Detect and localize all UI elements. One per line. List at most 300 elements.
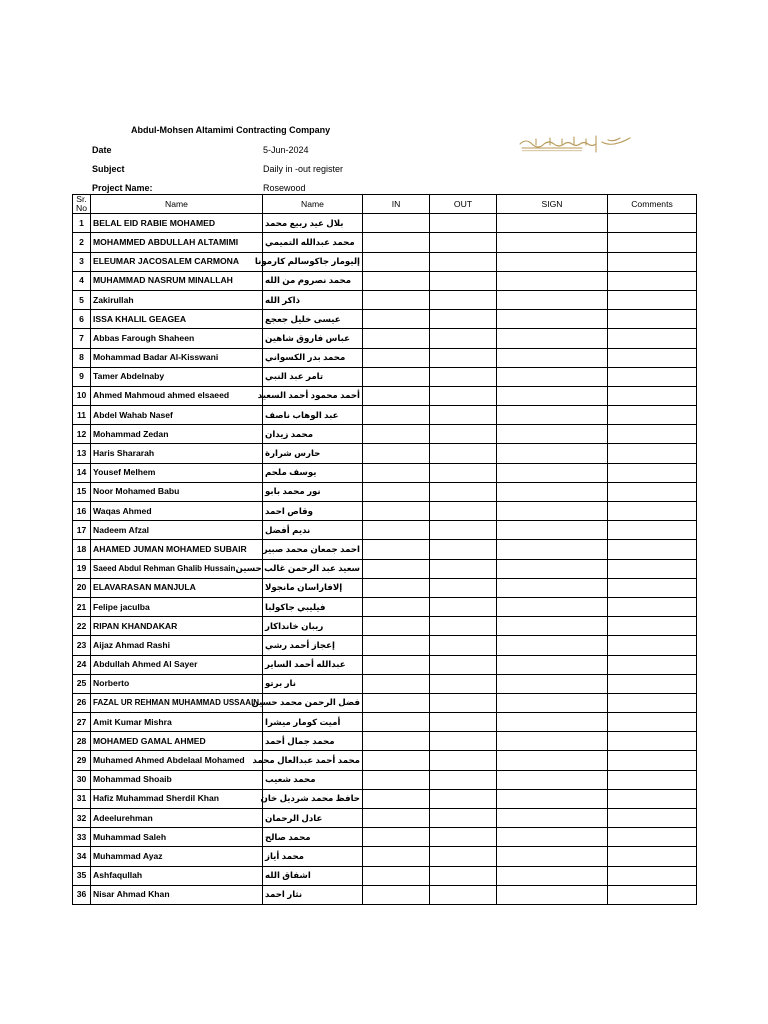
col-header-srno: Sr.No bbox=[73, 195, 91, 214]
row-in-cell[interactable] bbox=[363, 828, 430, 847]
row-sign-cell[interactable] bbox=[497, 655, 608, 674]
row-in-cell[interactable] bbox=[363, 425, 430, 444]
row-comments-cell[interactable] bbox=[608, 540, 697, 559]
row-name-en: ELEUMAR JACOSALEM CARMONA bbox=[91, 252, 263, 271]
row-name-en: Ashfaqullah bbox=[91, 866, 263, 885]
row-comments-cell[interactable] bbox=[608, 214, 697, 233]
row-comments-cell[interactable] bbox=[608, 463, 697, 482]
row-srno: 32 bbox=[73, 809, 91, 828]
row-out-cell[interactable] bbox=[430, 847, 497, 866]
row-name-en: Amit Kumar Mishra bbox=[91, 713, 263, 732]
row-name-ar: نديم أفضل bbox=[263, 521, 363, 540]
col-header-comments: Comments bbox=[608, 195, 697, 214]
table-row bbox=[73, 751, 697, 770]
row-srno: 36 bbox=[73, 885, 91, 904]
table-row bbox=[73, 789, 697, 808]
row-name-en: Noor Mohamed Babu bbox=[91, 482, 263, 501]
row-name-ar: أحمد محمود أحمد السعيد bbox=[263, 386, 363, 405]
row-sign-cell[interactable] bbox=[497, 290, 608, 309]
row-out-cell[interactable] bbox=[430, 732, 497, 751]
register-body bbox=[73, 214, 697, 905]
row-comments-cell[interactable] bbox=[608, 559, 697, 578]
row-name-en: BELAL EID RABIE MOHAMED bbox=[91, 214, 263, 233]
table-row bbox=[73, 770, 697, 789]
row-sign-cell[interactable] bbox=[497, 770, 608, 789]
row-sign-cell[interactable] bbox=[497, 425, 608, 444]
row-out-cell[interactable] bbox=[430, 214, 497, 233]
row-srno: 6 bbox=[73, 310, 91, 329]
row-name-en: AHAMED JUMAN MOHAMED SUBAIR bbox=[91, 540, 263, 559]
row-sign-cell[interactable] bbox=[497, 386, 608, 405]
table-row bbox=[73, 444, 697, 463]
row-in-cell[interactable] bbox=[363, 789, 430, 808]
project-value: Rosewood bbox=[263, 183, 306, 193]
row-out-cell[interactable] bbox=[430, 885, 497, 904]
row-comments-cell[interactable] bbox=[608, 847, 697, 866]
subject-value: Daily in -out register bbox=[263, 164, 344, 174]
row-out-cell[interactable] bbox=[430, 789, 497, 808]
row-comments-cell[interactable] bbox=[608, 617, 697, 636]
table-row bbox=[73, 655, 697, 674]
row-name-en: Nisar Ahmad Khan bbox=[91, 885, 263, 904]
row-srno: 26 bbox=[73, 693, 91, 712]
row-sign-cell[interactable] bbox=[497, 233, 608, 252]
row-srno: 2 bbox=[73, 233, 91, 252]
row-name-ar: يوسف ملحم bbox=[263, 463, 363, 482]
row-srno: 28 bbox=[73, 732, 91, 751]
row-name-en: Zakirullah bbox=[91, 290, 263, 309]
row-name-ar: حارس شرارة bbox=[263, 444, 363, 463]
table-row bbox=[73, 597, 697, 616]
row-srno: 35 bbox=[73, 866, 91, 885]
row-name-ar: حافظ محمد شرديل خان bbox=[263, 789, 363, 808]
row-comments-cell[interactable] bbox=[608, 693, 697, 712]
row-out-cell[interactable] bbox=[430, 751, 497, 770]
row-comments-cell[interactable] bbox=[608, 367, 697, 386]
table-row bbox=[73, 559, 697, 578]
row-srno: 24 bbox=[73, 655, 91, 674]
row-sign-cell[interactable] bbox=[497, 578, 608, 597]
row-out-cell[interactable] bbox=[430, 770, 497, 789]
row-in-cell[interactable] bbox=[363, 713, 430, 732]
row-srno: 22 bbox=[73, 617, 91, 636]
row-out-cell[interactable] bbox=[430, 540, 497, 559]
table-row bbox=[73, 482, 697, 501]
table-row bbox=[73, 463, 697, 482]
row-in-cell[interactable] bbox=[363, 578, 430, 597]
company-logo-icon bbox=[516, 132, 634, 156]
row-in-cell[interactable] bbox=[363, 655, 430, 674]
row-in-cell[interactable] bbox=[363, 885, 430, 904]
row-in-cell[interactable] bbox=[363, 559, 430, 578]
row-srno: 34 bbox=[73, 847, 91, 866]
row-srno: 9 bbox=[73, 367, 91, 386]
row-out-cell[interactable] bbox=[430, 329, 497, 348]
row-comments-cell[interactable] bbox=[608, 329, 697, 348]
row-out-cell[interactable] bbox=[430, 425, 497, 444]
row-comments-cell[interactable] bbox=[608, 502, 697, 521]
row-name-en: Norberto bbox=[91, 674, 263, 693]
row-name-en: FAZAL UR REHMAN MUHAMMAD USSAAIN bbox=[91, 693, 263, 712]
table-row bbox=[73, 732, 697, 751]
row-name-en: MOHAMED GAMAL AHMED bbox=[91, 732, 263, 751]
row-sign-cell[interactable] bbox=[497, 732, 608, 751]
row-comments-cell[interactable] bbox=[608, 252, 697, 271]
row-in-cell[interactable] bbox=[363, 636, 430, 655]
table-row bbox=[73, 310, 697, 329]
row-out-cell[interactable] bbox=[430, 482, 497, 501]
row-srno: 5 bbox=[73, 290, 91, 309]
row-sign-cell[interactable] bbox=[497, 674, 608, 693]
row-in-cell[interactable] bbox=[363, 406, 430, 425]
project-label: Project Name: bbox=[92, 183, 153, 193]
row-name-ar: نثار احمد bbox=[263, 885, 363, 904]
row-name-ar: سعيد عبد الرحمن غالب حسين bbox=[263, 559, 363, 578]
row-name-ar: محمد صالح bbox=[263, 828, 363, 847]
row-comments-cell[interactable] bbox=[608, 425, 697, 444]
row-name-ar: محمد نصروم من الله bbox=[263, 271, 363, 290]
row-out-cell[interactable] bbox=[430, 348, 497, 367]
row-name-en: ISSA KHALIL GEAGEA bbox=[91, 310, 263, 329]
row-comments-cell[interactable] bbox=[608, 713, 697, 732]
row-sign-cell[interactable] bbox=[497, 463, 608, 482]
row-in-cell[interactable] bbox=[363, 809, 430, 828]
row-in-cell[interactable] bbox=[363, 214, 430, 233]
row-in-cell[interactable] bbox=[363, 866, 430, 885]
row-comments-cell[interactable] bbox=[608, 521, 697, 540]
row-comments-cell[interactable] bbox=[608, 809, 697, 828]
row-name-en: Muhammad Saleh bbox=[91, 828, 263, 847]
row-comments-cell[interactable] bbox=[608, 866, 697, 885]
row-comments-cell[interactable] bbox=[608, 636, 697, 655]
subject-label: Subject bbox=[92, 164, 125, 174]
date-label: Date bbox=[92, 145, 112, 155]
row-name-ar: محمد أياز bbox=[263, 847, 363, 866]
row-comments-cell[interactable] bbox=[608, 770, 697, 789]
table-row bbox=[73, 617, 697, 636]
row-sign-cell[interactable] bbox=[497, 329, 608, 348]
row-name-en: Hafiz Muhammad Sherdil Khan bbox=[91, 789, 263, 808]
row-name-en: Abdullah Ahmed Al Sayer bbox=[91, 655, 263, 674]
row-sign-cell[interactable] bbox=[497, 789, 608, 808]
row-in-cell[interactable] bbox=[363, 617, 430, 636]
row-sign-cell[interactable] bbox=[497, 482, 608, 501]
row-sign-cell[interactable] bbox=[497, 713, 608, 732]
row-name-ar: إلافاراسان مانجولا bbox=[263, 578, 363, 597]
row-in-cell[interactable] bbox=[363, 732, 430, 751]
row-sign-cell[interactable] bbox=[497, 502, 608, 521]
table-row bbox=[73, 502, 697, 521]
row-name-ar: محمد زيدان bbox=[263, 425, 363, 444]
row-in-cell[interactable] bbox=[363, 770, 430, 789]
row-out-cell[interactable] bbox=[430, 636, 497, 655]
table-row bbox=[73, 271, 697, 290]
row-srno: 29 bbox=[73, 751, 91, 770]
row-name-ar: عبدالله أحمد الساير bbox=[263, 655, 363, 674]
col-header-name-ar: Name bbox=[263, 195, 363, 214]
row-comments-cell[interactable] bbox=[608, 578, 697, 597]
row-name-ar: محمد بدر الكسواني bbox=[263, 348, 363, 367]
row-name-ar: تامر عبد النبي bbox=[263, 367, 363, 386]
row-srno: 10 bbox=[73, 386, 91, 405]
row-in-cell[interactable] bbox=[363, 521, 430, 540]
row-name-ar: ريبان خانداكار bbox=[263, 617, 363, 636]
row-name-ar: عادل الرحمان bbox=[263, 809, 363, 828]
register-table bbox=[72, 194, 697, 905]
row-in-cell[interactable] bbox=[363, 252, 430, 271]
table-row bbox=[73, 521, 697, 540]
row-comments-cell[interactable] bbox=[608, 310, 697, 329]
row-name-en: Aijaz Ahmad Rashi bbox=[91, 636, 263, 655]
table-row bbox=[73, 809, 697, 828]
row-srno: 12 bbox=[73, 425, 91, 444]
row-sign-cell[interactable] bbox=[497, 636, 608, 655]
row-comments-cell[interactable] bbox=[608, 732, 697, 751]
row-name-ar: وقاص احمد bbox=[263, 502, 363, 521]
row-name-ar: إليومار جاكوسالم كارمونا bbox=[263, 252, 363, 271]
row-srno: 7 bbox=[73, 329, 91, 348]
row-name-en: Tamer Abdelnaby bbox=[91, 367, 263, 386]
row-srno: 21 bbox=[73, 597, 91, 616]
row-srno: 3 bbox=[73, 252, 91, 271]
row-name-en: Ahmed Mahmoud ahmed elsaeed bbox=[91, 386, 263, 405]
row-in-cell[interactable] bbox=[363, 847, 430, 866]
row-out-cell[interactable] bbox=[430, 655, 497, 674]
row-out-cell[interactable] bbox=[430, 233, 497, 252]
row-out-cell[interactable] bbox=[430, 386, 497, 405]
row-srno: 20 bbox=[73, 578, 91, 597]
row-srno: 19 bbox=[73, 559, 91, 578]
row-out-cell[interactable] bbox=[430, 713, 497, 732]
row-comments-cell[interactable] bbox=[608, 597, 697, 616]
row-comments-cell[interactable] bbox=[608, 444, 697, 463]
row-in-cell[interactable] bbox=[363, 693, 430, 712]
row-name-ar: اشفاق الله bbox=[263, 866, 363, 885]
row-comments-cell[interactable] bbox=[608, 482, 697, 501]
row-name-ar: عباس فاروق شاهين bbox=[263, 329, 363, 348]
table-row bbox=[73, 828, 697, 847]
row-srno: 4 bbox=[73, 271, 91, 290]
row-in-cell[interactable] bbox=[363, 540, 430, 559]
col-header-sign: SIGN bbox=[497, 195, 608, 214]
row-out-cell[interactable] bbox=[430, 617, 497, 636]
table-row bbox=[73, 540, 697, 559]
row-sign-cell[interactable] bbox=[497, 521, 608, 540]
row-name-en: MUHAMMAD NASRUM MINALLAH bbox=[91, 271, 263, 290]
table-row bbox=[73, 290, 697, 309]
row-sign-cell[interactable] bbox=[497, 252, 608, 271]
row-sign-cell[interactable] bbox=[497, 617, 608, 636]
row-name-en: Haris Shararah bbox=[91, 444, 263, 463]
row-name-en: Mohammad Badar Al-Kisswani bbox=[91, 348, 263, 367]
table-row bbox=[73, 847, 697, 866]
row-name-ar: نار برتو bbox=[263, 674, 363, 693]
row-in-cell[interactable] bbox=[363, 367, 430, 386]
row-name-ar: بلال عيد ربيع محمد bbox=[263, 214, 363, 233]
row-out-cell[interactable] bbox=[430, 310, 497, 329]
row-srno: 1 bbox=[73, 214, 91, 233]
table-row bbox=[73, 348, 697, 367]
row-sign-cell[interactable] bbox=[497, 847, 608, 866]
row-srno: 11 bbox=[73, 406, 91, 425]
row-name-ar: عيسى خليل جعجع bbox=[263, 310, 363, 329]
row-comments-cell[interactable] bbox=[608, 386, 697, 405]
row-out-cell[interactable] bbox=[430, 559, 497, 578]
row-in-cell[interactable] bbox=[363, 674, 430, 693]
row-in-cell[interactable] bbox=[363, 329, 430, 348]
row-name-en: Muhammad Ayaz bbox=[91, 847, 263, 866]
row-name-en: Mohammad Zedan bbox=[91, 425, 263, 444]
row-sign-cell[interactable] bbox=[497, 828, 608, 847]
row-out-cell[interactable] bbox=[430, 809, 497, 828]
row-sign-cell[interactable] bbox=[497, 406, 608, 425]
row-srno: 30 bbox=[73, 770, 91, 789]
row-sign-cell[interactable] bbox=[497, 214, 608, 233]
row-name-en: Adeelurehman bbox=[91, 809, 263, 828]
row-in-cell[interactable] bbox=[363, 597, 430, 616]
row-out-cell[interactable] bbox=[430, 290, 497, 309]
row-sign-cell[interactable] bbox=[497, 310, 608, 329]
row-out-cell[interactable] bbox=[430, 693, 497, 712]
row-srno: 33 bbox=[73, 828, 91, 847]
row-srno: 13 bbox=[73, 444, 91, 463]
col-header-name-en: Name bbox=[91, 195, 263, 214]
row-name-en: Mohammad Shoaib bbox=[91, 770, 263, 789]
row-out-cell[interactable] bbox=[430, 674, 497, 693]
row-name-ar: محمد عبدالله التميمي bbox=[263, 233, 363, 252]
row-sign-cell[interactable] bbox=[497, 751, 608, 770]
row-sign-cell[interactable] bbox=[497, 348, 608, 367]
row-sign-cell[interactable] bbox=[497, 367, 608, 386]
table-row bbox=[73, 578, 697, 597]
row-comments-cell[interactable] bbox=[608, 789, 697, 808]
row-name-ar: فضل الرحمن محمد حسين bbox=[263, 693, 363, 712]
row-out-cell[interactable] bbox=[430, 406, 497, 425]
row-in-cell[interactable] bbox=[363, 310, 430, 329]
table-row bbox=[73, 252, 697, 271]
row-comments-cell[interactable] bbox=[608, 271, 697, 290]
row-srno: 25 bbox=[73, 674, 91, 693]
row-name-en: RIPAN KHANDAKAR bbox=[91, 617, 263, 636]
row-comments-cell[interactable] bbox=[608, 655, 697, 674]
row-name-ar: أميت كومار ميشرا bbox=[263, 713, 363, 732]
row-sign-cell[interactable] bbox=[497, 559, 608, 578]
row-name-en: Muhamed Ahmed Abdelaal Mohamed bbox=[91, 751, 263, 770]
row-name-en: Abdel Wahab Nasef bbox=[91, 406, 263, 425]
row-comments-cell[interactable] bbox=[608, 828, 697, 847]
row-out-cell[interactable] bbox=[430, 578, 497, 597]
row-name-ar: نور محمد بابو bbox=[263, 482, 363, 501]
col-header-out: OUT bbox=[430, 195, 497, 214]
row-out-cell[interactable] bbox=[430, 271, 497, 290]
row-name-ar: ذاكر الله bbox=[263, 290, 363, 309]
row-name-ar: إعجاز أحمد رشي bbox=[263, 636, 363, 655]
table-row bbox=[73, 885, 697, 904]
row-comments-cell[interactable] bbox=[608, 406, 697, 425]
row-out-cell[interactable] bbox=[430, 252, 497, 271]
row-name-ar: محمد شعيب bbox=[263, 770, 363, 789]
row-srno: 18 bbox=[73, 540, 91, 559]
table-row bbox=[73, 233, 697, 252]
col-header-in: IN bbox=[363, 195, 430, 214]
row-in-cell[interactable] bbox=[363, 502, 430, 521]
row-srno: 31 bbox=[73, 789, 91, 808]
table-row bbox=[73, 713, 697, 732]
row-out-cell[interactable] bbox=[430, 828, 497, 847]
row-in-cell[interactable] bbox=[363, 233, 430, 252]
row-out-cell[interactable] bbox=[430, 866, 497, 885]
row-in-cell[interactable] bbox=[363, 444, 430, 463]
row-name-en: Saeed Abdul Rehman Ghalib Hussain bbox=[91, 559, 263, 578]
row-name-ar: عبد الوهاب ناصف bbox=[263, 406, 363, 425]
row-sign-cell[interactable] bbox=[497, 809, 608, 828]
row-sign-cell[interactable] bbox=[497, 885, 608, 904]
table-row bbox=[73, 674, 697, 693]
row-srno: 27 bbox=[73, 713, 91, 732]
row-in-cell[interactable] bbox=[363, 386, 430, 405]
table-header-row bbox=[73, 195, 697, 214]
row-name-en: Nadeem Afzal bbox=[91, 521, 263, 540]
row-name-en: Felipe jaculba bbox=[91, 597, 263, 616]
row-sign-cell[interactable] bbox=[497, 597, 608, 616]
table-row bbox=[73, 386, 697, 405]
company-name: Abdul-Mohsen Altamimi Contracting Company bbox=[131, 125, 331, 135]
row-out-cell[interactable] bbox=[430, 521, 497, 540]
row-in-cell[interactable] bbox=[363, 482, 430, 501]
row-sign-cell[interactable] bbox=[497, 866, 608, 885]
row-name-en: MOHAMMED ABDULLAH ALTAMIMI bbox=[91, 233, 263, 252]
table-row bbox=[73, 367, 697, 386]
row-in-cell[interactable] bbox=[363, 271, 430, 290]
row-out-cell[interactable] bbox=[430, 597, 497, 616]
row-comments-cell[interactable] bbox=[608, 885, 697, 904]
row-name-ar: احمد جمعان محمد صبير bbox=[263, 540, 363, 559]
row-comments-cell[interactable] bbox=[608, 751, 697, 770]
table-row bbox=[73, 406, 697, 425]
row-out-cell[interactable] bbox=[430, 463, 497, 482]
table-row bbox=[73, 866, 697, 885]
row-comments-cell[interactable] bbox=[608, 348, 697, 367]
row-name-ar: محمد جمال أحمد bbox=[263, 732, 363, 751]
row-out-cell[interactable] bbox=[430, 444, 497, 463]
row-sign-cell[interactable] bbox=[497, 540, 608, 559]
row-in-cell[interactable] bbox=[363, 290, 430, 309]
row-in-cell[interactable] bbox=[363, 751, 430, 770]
row-srno: 15 bbox=[73, 482, 91, 501]
row-srno: 23 bbox=[73, 636, 91, 655]
row-name-en: Waqas Ahmed bbox=[91, 502, 263, 521]
row-sign-cell[interactable] bbox=[497, 693, 608, 712]
row-in-cell[interactable] bbox=[363, 463, 430, 482]
table-row bbox=[73, 693, 697, 712]
row-in-cell[interactable] bbox=[363, 348, 430, 367]
row-comments-cell[interactable] bbox=[608, 674, 697, 693]
row-out-cell[interactable] bbox=[430, 367, 497, 386]
row-srno: 17 bbox=[73, 521, 91, 540]
table-row bbox=[73, 214, 697, 233]
table-row bbox=[73, 636, 697, 655]
date-value: 5-Jun-2024 bbox=[263, 145, 309, 155]
row-name-ar: فيليبي جاكولبا bbox=[263, 597, 363, 616]
table-row bbox=[73, 425, 697, 444]
row-comments-cell[interactable] bbox=[608, 233, 697, 252]
row-out-cell[interactable] bbox=[430, 502, 497, 521]
row-name-ar: محمد أحمد عبدالعال محمد bbox=[263, 751, 363, 770]
row-name-en: ELAVARASAN MANJULA bbox=[91, 578, 263, 597]
row-comments-cell[interactable] bbox=[608, 290, 697, 309]
row-sign-cell[interactable] bbox=[497, 444, 608, 463]
row-sign-cell[interactable] bbox=[497, 271, 608, 290]
